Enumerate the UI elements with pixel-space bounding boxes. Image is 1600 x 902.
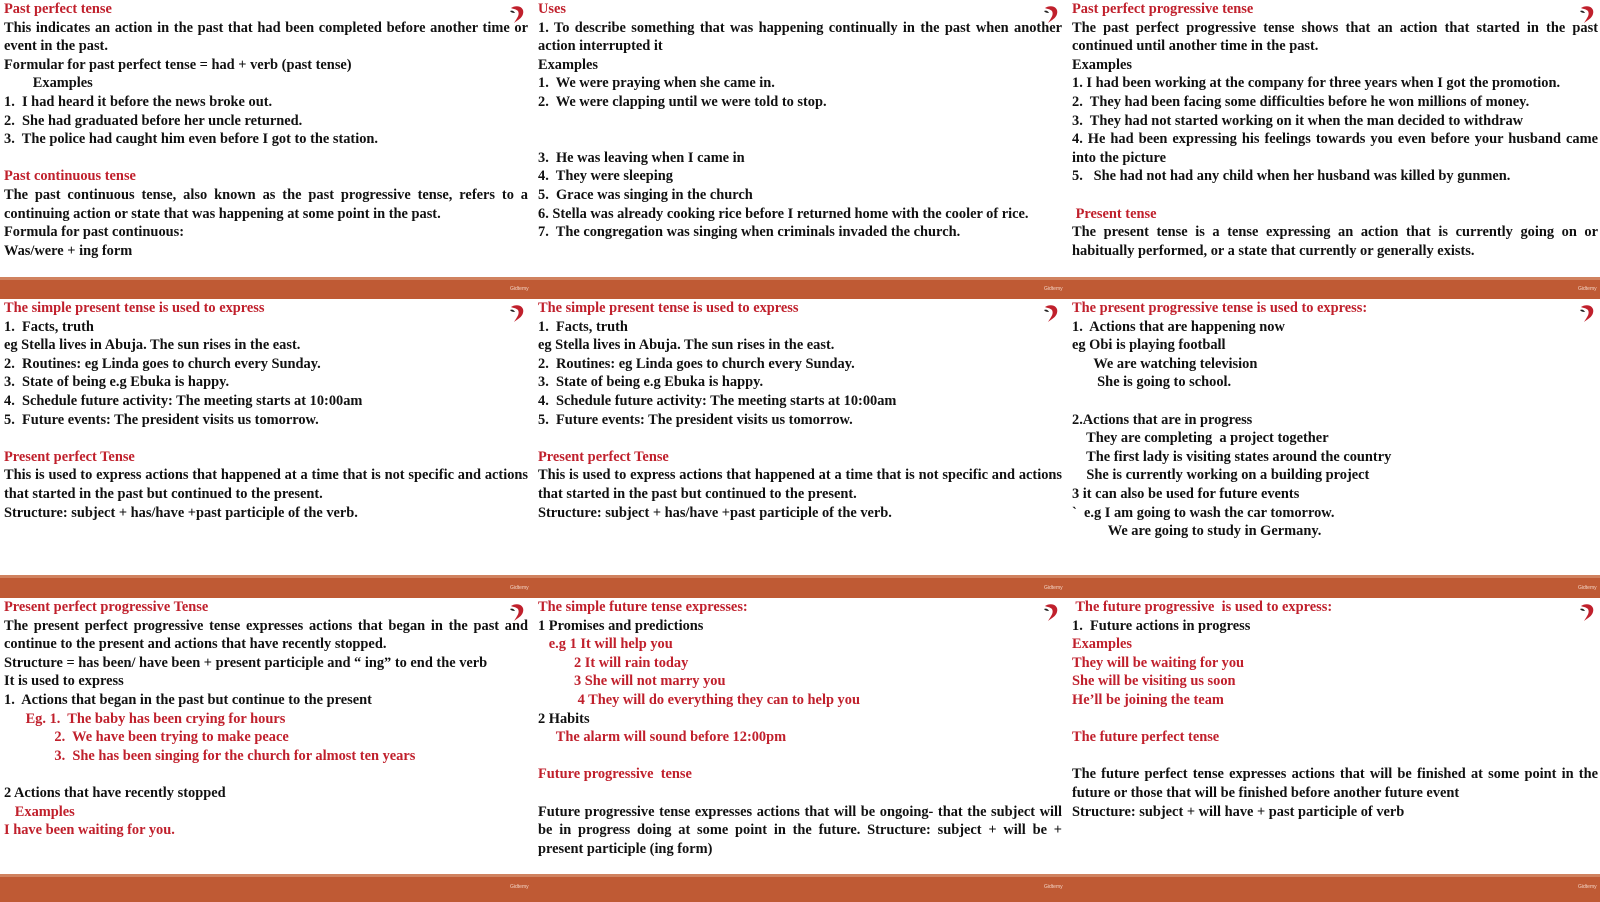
slide-heading-text: Present tense (1072, 205, 1157, 222)
slide-future-progressive (1068, 598, 1600, 874)
slide-body-text: 3. State of being e.g Ebuka is happy. (4, 374, 230, 391)
slide-body-text: The present tense is a tense expressing an action that is currently going on or habitually performed, or a state that currently or generally exists. (1072, 224, 1598, 259)
watermark: Gidtemy (1044, 884, 1063, 890)
slide-body-text: 1 Promises and predictions (538, 617, 704, 634)
slide-body-text: Examples (1072, 56, 1132, 73)
slide-body-text: 7. The congregation was singing when criminals invaded the church. (538, 224, 961, 241)
slide-body-text: 1. Actions that are happening now (1072, 318, 1285, 335)
slide-body-text: 4. They were sleeping (538, 168, 673, 185)
slide-body-text: eg Obi is playing football (1072, 337, 1226, 354)
watermark: Gidtemy (1578, 286, 1597, 292)
slide-body-text: 1. To describe something that was happening continually in the past when another action interrupted it (538, 19, 1062, 55)
watermark: Gidtemy (510, 585, 529, 591)
slide-simple-present-1 (0, 299, 530, 575)
slide-heading-text: Past perfect progressive tense (1072, 1, 1254, 17)
presentation-logo-icon (508, 303, 526, 323)
spacer (1072, 710, 1598, 729)
slide-body-text: eg Stella lives in Abuja. The sun rises in the east. (4, 337, 301, 354)
presentation-logo-icon (1578, 602, 1596, 622)
spacer (538, 747, 1062, 766)
slide-body-text: ` e.g I am going to wash the car tomorrow. (1072, 504, 1335, 521)
spacer (4, 765, 528, 784)
spacer (4, 429, 528, 448)
slide-body-text: 2.Actions that are in progress (1072, 411, 1253, 428)
slide-heading-text: The simple future tense expresses: (538, 599, 748, 615)
slide-uses (534, 0, 1064, 277)
slide-heading-text: Uses (538, 1, 566, 17)
spacer (4, 149, 528, 168)
slide-body-text: 1. Future actions in progress (1072, 617, 1251, 634)
slide-past-perfect (0, 0, 530, 277)
slide-body-text: Examples (538, 56, 598, 73)
slide-heading-text: They will be waiting for you (1072, 654, 1245, 671)
slide-body-text: 2. We were clapping until we were told to stop. (538, 93, 827, 110)
slide-body-text: The past perfect progressive tense shows that an action that started in the past continued until another time in the past. (1072, 19, 1598, 55)
spacer (1072, 747, 1598, 766)
slide-body-text: 3. He was leaving when I came in (538, 149, 745, 166)
slide-body-text: Examples (4, 75, 93, 92)
slide-footer-band (0, 575, 1600, 598)
presentation-logo-icon (1578, 4, 1596, 24)
slide-body-text: The first lady is visiting states around the country (1072, 448, 1392, 465)
watermark: Gidtemy (1578, 585, 1597, 591)
slide-heading-text: 2. We have been trying to make peace (4, 729, 289, 746)
slide-heading-text: Present perfect progressive Tense (4, 599, 209, 615)
slide-body-text: 2 Habits (538, 710, 590, 727)
slide-body-text: This indicates an action in the past that had been completed before another time or event in the past. (4, 19, 528, 55)
watermark: Gidtemy (1578, 884, 1597, 890)
slide-heading-text: Examples (4, 803, 75, 820)
slide-body-text: 4. Schedule future activity: The meeting starts at 10:00am (4, 392, 363, 409)
slide-body-text: 1. I had heard it before the news broke out. (4, 93, 273, 110)
spacer (538, 112, 1062, 131)
slide-heading-text: I have been waiting for you. (4, 822, 175, 839)
slide-body-text: 1. Facts, truth (4, 318, 94, 335)
slide-body-text: 1. Actions that began in the past but continue to the present (4, 691, 372, 708)
slide-simple-present-2 (534, 299, 1064, 575)
slide-body-text: This is used to express actions that happened at a time that is not specific and actions that started in the past but continued to the present. (4, 467, 528, 502)
slide-body-text: 6. Stella was already cooking rice before I returned home with the cooler of rice. (538, 205, 1029, 222)
slide-body-text: She is currently working on a building project (1072, 467, 1370, 484)
slide-heading-text: He’ll be joining the team (1072, 691, 1224, 708)
slide-body-text: 1. Facts, truth (538, 318, 628, 335)
slide-heading-text: The simple present tense is used to express (4, 300, 265, 316)
slide-body-text: 5. She had not had any child when her husband was killed by gunmen. (1072, 168, 1511, 185)
slide-body-text: Structure = has been/ have been + present participle and “ ing” to end the verb (4, 654, 488, 671)
slide-body-text: 3. The police had caught him even before I got to the station. (4, 131, 379, 148)
slide-footer-band (0, 277, 1600, 299)
watermark: Gidtemy (1044, 286, 1063, 292)
slide-body-text: 3. They had not started working on it when the man decided to withdraw (1072, 112, 1524, 129)
slide-body-text: This is used to express actions that happened at a time that is not specific and actions that started in the past but continued to the present. (538, 467, 1062, 502)
slide-body-text: 3 it can also be used for future events (1072, 485, 1300, 502)
slide-body-text: 2. Routines: eg Linda goes to church every Sunday. (4, 355, 321, 372)
slide-heading-text: Present perfect Tense (4, 448, 135, 465)
slide-present-progressive (1068, 299, 1600, 575)
presentation-logo-icon (1042, 4, 1060, 24)
slide-body-text: The present perfect progressive tense expresses actions that began in the past and continue to the present and actions that have recently stopped. (4, 617, 528, 653)
slide-heading-text: The simple present tense is used to express (538, 300, 799, 316)
slide-footer-band (0, 874, 1600, 902)
slide-body-text: Future progressive tense expresses actions that will be ongoing- that the subject will be in progress doing at some point in the future. Structure: subject + will be + present participle (ing form) (538, 803, 1062, 857)
watermark: Gidtemy (510, 884, 529, 890)
slide-body-text: She is going to school. (1072, 374, 1232, 391)
slide-body-text: Structure: subject + has/have +past participle of the verb. (538, 504, 892, 521)
slide-body-text: 5. Future events: The president visits us tomorrow. (538, 411, 853, 428)
spacer (538, 429, 1062, 448)
slide-heading-text: Past perfect tense (4, 1, 112, 17)
spacer (538, 130, 1062, 149)
slide-heading-text: Examples (1072, 636, 1132, 653)
spacer (1072, 392, 1598, 411)
slide-heading-text: Past continuous tense (4, 168, 136, 185)
slide-simple-future (534, 598, 1064, 874)
slide-body-text: The future perfect tense expresses actions that will be finished at some point in the future or those that will be finished before another future event (1072, 766, 1598, 801)
slide-past-perfect-progressive (1068, 0, 1600, 277)
watermark: Gidtemy (1044, 585, 1063, 591)
slide-body-text: We are going to study in Germany. (1072, 523, 1322, 540)
slide-heading-text: She will be visiting us soon (1072, 673, 1236, 690)
slide-body-text: 3. State of being e.g Ebuka is happy. (538, 374, 764, 391)
slide-body-text: Structure: subject + has/have +past participle of the verb. (4, 504, 358, 521)
spacer (1072, 186, 1598, 205)
slide-heading-text: The future progressive is used to express: (1072, 599, 1333, 615)
slide-body-text: Was/were + ing form (4, 242, 133, 259)
slide-body-text: 1. We were praying when she came in. (538, 75, 775, 92)
slide-heading-text: The future perfect tense (1072, 729, 1220, 746)
slide-body-text: eg Stella lives in Abuja. The sun rises in the east. (538, 337, 835, 354)
slide-heading-text: 2 It will rain today (538, 654, 689, 671)
spacer (538, 784, 1062, 803)
slide-body-text: They are completing a project together (1072, 430, 1329, 447)
slide-body-text: Structure: subject + will have + past participle of verb (1072, 803, 1405, 820)
slide-body-text: The past continuous tense, also known as the past progressive tense, refers to a continuing action or state that was happening at some point in the past. (4, 186, 528, 222)
slide-body-text: It is used to express (4, 673, 124, 690)
watermark: Gidtemy (510, 286, 529, 292)
slide-body-text: 5. Grace was singing in the church (538, 186, 753, 203)
slide-body-text: 5. Future events: The president visits us tomorrow. (4, 411, 319, 428)
slide-body-text: 4. Schedule future activity: The meeting starts at 10:00am (538, 392, 897, 409)
slide-body-text: 2. She had graduated before her uncle returned. (4, 112, 303, 129)
slide-heading-text: The alarm will sound before 12:00pm (538, 729, 787, 746)
slide-heading-text: Present perfect Tense (538, 448, 669, 465)
slide-body-text: Formular for past perfect tense = had + verb (past tense) (4, 56, 352, 73)
slide-body-text: 2. They had been facing some difficulties before he won millions of money. (1072, 93, 1530, 110)
slide-body-text: We are watching television (1072, 355, 1258, 372)
slide-body-text: 2 Actions that have recently stopped (4, 784, 226, 801)
slide-heading-text: e.g 1 It will help you (538, 636, 673, 653)
presentation-logo-icon (508, 602, 526, 622)
presentation-logo-icon (1042, 303, 1060, 323)
slide-heading-text: Future progressive tense (538, 766, 692, 783)
slide-heading-text: 4 They will do everything they can to help you (538, 691, 860, 708)
slide-heading-text: The present progressive tense is used to express: (1072, 300, 1368, 316)
slide-body-text: Formula for past continuous: (4, 224, 185, 241)
presentation-logo-icon (508, 4, 526, 24)
slide-present-perfect-progressive (0, 598, 530, 874)
slide-heading-text: 3 She will not marry you (538, 673, 726, 690)
slide-body-text: 1. I had been working at the company for three years when I got the promotion. (1072, 75, 1561, 92)
presentation-logo-icon (1578, 303, 1596, 323)
slide-body-text: 2. Routines: eg Linda goes to church every Sunday. (538, 355, 855, 372)
presentation-logo-icon (1042, 602, 1060, 622)
slide-heading-text: 3. She has been singing for the church for almost ten years (4, 747, 416, 764)
slide-heading-text: Eg. 1. The baby has been crying for hours (4, 710, 286, 727)
slide-body-text: 4. He had been expressing his feelings towards you even before your husband came into the picture (1072, 131, 1598, 166)
